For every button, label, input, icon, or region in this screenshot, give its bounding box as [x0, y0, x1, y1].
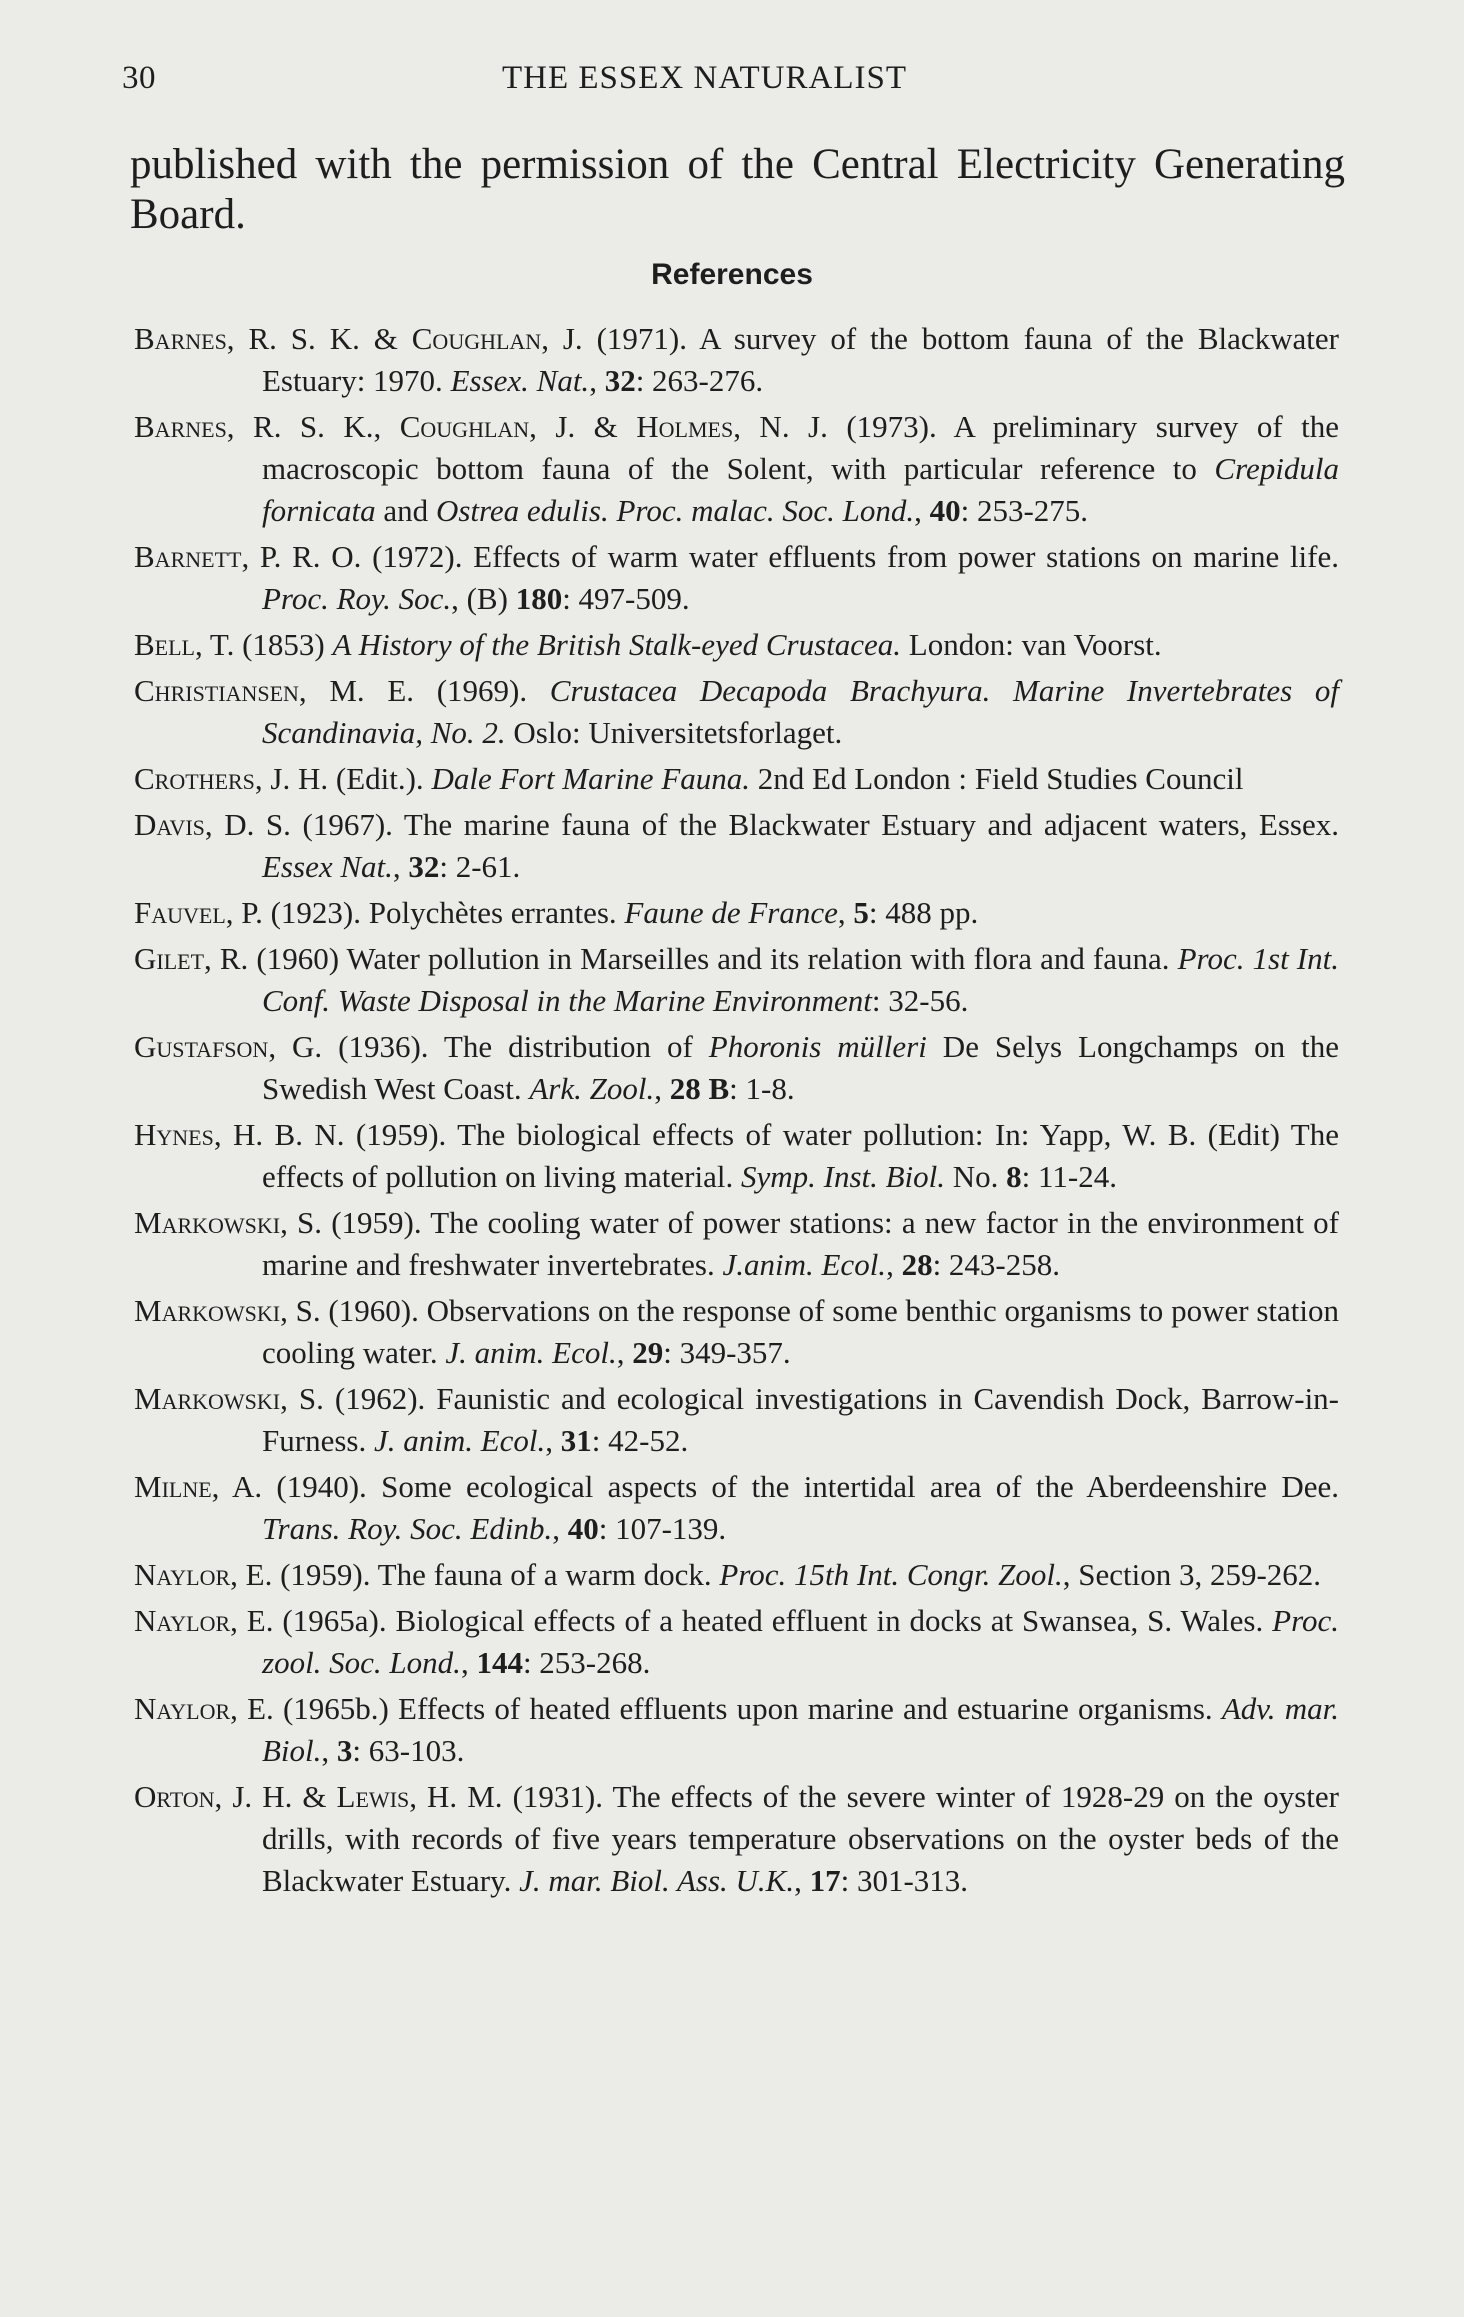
- reference-author: Davis, D. S.: [134, 807, 291, 842]
- reference-entry: Crothers, J. H. (Edit.). Dale Fort Marine Fauna. 2nd Ed London : Field Studies Council: [134, 761, 1244, 796]
- reference-entry: Markowski, S. (1962). Faunistic and ecological investigations in Cavendish Dock, Barrow-in-Furness. J. anim. Ecol., 31: 42-52.: [134, 1381, 1340, 1458]
- reference-entry: Barnes, R. S. K., Coughlan, J. & Holmes, N. J. (1973). A preliminary survey of the macroscopic bottom fauna of the Solent, with particular reference to Crepidula fornicata and Ostrea edulis. Proc. malac. Soc. Lond., 40: 253-275.: [134, 409, 1339, 528]
- reference-author: Christiansen, M. E.: [134, 673, 415, 708]
- reference-entry: Naylor, E. (1965a). Biological effects of a heated effluent in docks at Swansea, S. Wales. Proc. zool. Soc. Lond., 144: 253-268.: [134, 1603, 1339, 1680]
- reference-entry: Davis, D. S. (1967). The marine fauna of the Blackwater Estuary and adjacent waters, Essex. Essex Nat., 32: 2-61.: [134, 807, 1339, 884]
- reference-entry: Orton, J. H. & Lewis, H. M. (1931). The effects of the severe winter of 1928-29 on the oyster drills, with records of five years temperature observations on the oyster beds of the Blackwater Estuary. J. mar. Biol. Ass. U.K., 17: 301-313.: [134, 1779, 1339, 1898]
- reference-author: Fauvel, P.: [134, 895, 263, 930]
- reference-entry: Gilet, R. (1960) Water pollution in Marseilles and its relation with flora and fauna. Proc. 1st Int. Conf. Waste Disposal in the Marine Environment: 32-56.: [134, 941, 1339, 1018]
- reference-entry: Barnett, P. R. O. (1972). Effects of warm water effluents from power stations on marine life. Proc. Roy. Soc., (B) 180: 497-509.: [134, 539, 1340, 616]
- reference-author: Naylor, E.: [134, 1603, 274, 1638]
- reference-author: Barnes, R. S. K., Coughlan, J. & Holmes, N. J.: [134, 409, 828, 444]
- reference-entry: Gustafson, G. (1936). The distribution of Phoronis mülleri De Selys Longchamps on the Swedish West Coast. Ark. Zool., 28 B: 1-8.: [134, 1029, 1339, 1106]
- reference-entry: Barnes, R. S. K. & Coughlan, J. (1971). A survey of the bottom fauna of the Blackwater Estuary: 1970. Essex. Nat., 32: 263-276.: [134, 321, 1339, 398]
- reference-author: Gilet, R.: [134, 941, 249, 976]
- reference-author: Hynes, H. B. N.: [134, 1117, 345, 1152]
- reference-author: Naylor, E.: [134, 1691, 274, 1726]
- reference-author: Milne, A.: [134, 1469, 263, 1504]
- reference-entry: Hynes, H. B. N. (1959). The biological effects of water pollution: In: Yapp, W. B. (Edit) The effects of pollution on living material. Symp. Inst. Biol. No. 8: 11-24.: [134, 1117, 1339, 1194]
- reference-author: Orton, J. H. & Lewis, H. M.: [134, 1779, 503, 1814]
- reference-author: Markowski, S.: [134, 1293, 321, 1328]
- reference-author: Crothers, J. H.: [134, 761, 329, 796]
- reference-author: Barnes, R. S. K. & Coughlan, J.: [134, 321, 583, 356]
- reference-entry: Bell, T. (1853) A History of the British Stalk-eyed Crustacea. London: van Voorst.: [134, 627, 1162, 662]
- reference-author: Barnett, P. R. O.: [134, 539, 362, 574]
- references-heading: References: [651, 258, 813, 291]
- reference-entry: Markowski, S. (1960). Observations on the response of some benthic organisms to power station cooling water. J. anim. Ecol., 29: 349-357.: [134, 1293, 1339, 1370]
- running-head: [122, 52, 1342, 102]
- reference-entry: Markowski, S. (1959). The cooling water of power stations: a new factor in the environment of marine and freshwater invertebrates. J.anim. Ecol., 28: 243-258.: [134, 1205, 1339, 1282]
- reference-entry: Christiansen, M. E. (1969). Crustacea Decapoda Brachyura. Marine Invertebrates of Scandinavia, No. 2. Oslo: Universitetsforlaget.: [134, 673, 1339, 750]
- reference-author: Markowski, S.: [134, 1381, 324, 1416]
- page-number: 30: [122, 60, 156, 96]
- reference-author: Naylor, E.: [134, 1557, 273, 1592]
- reference-entry: Naylor, E. (1959). The fauna of a warm dock. Proc. 15th Int. Congr. Zool., Section 3, 259-262.: [134, 1557, 1322, 1592]
- reference-entry: Fauvel, P. (1923). Polychètes errantes. Faune de France, 5: 488 pp.: [134, 895, 979, 930]
- reference-list: [134, 318, 1339, 1906]
- reference-entry: Milne, A. (1940). Some ecological aspects of the intertidal area of the Aberdeenshire Dee. Trans. Roy. Soc. Edinb., 40: 107-139.: [134, 1469, 1339, 1546]
- reference-author: Bell, T.: [134, 627, 235, 662]
- journal-title: THE ESSEX NATURALIST: [502, 60, 907, 96]
- reference-author: Gustafson, G.: [134, 1029, 323, 1064]
- reference-author: Markowski, S.: [134, 1205, 323, 1240]
- intro-paragraph: published with the permission of the Central Electricity Generating Board.: [130, 141, 1345, 238]
- reference-entry: Naylor, E. (1965b.) Effects of heated effluents upon marine and estuarine organisms. Adv. mar. Biol., 3: 63-103.: [134, 1691, 1339, 1768]
